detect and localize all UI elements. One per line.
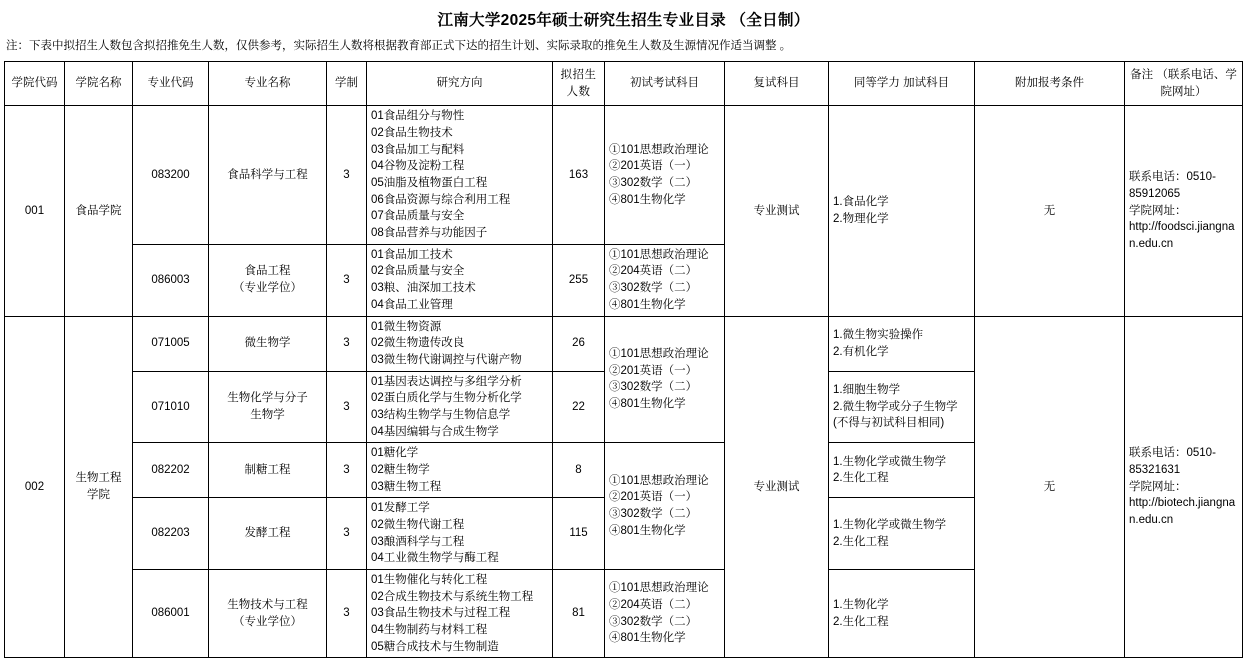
research-line: 04谷物及淀粉工程 (371, 160, 465, 173)
research-line: 01食品组分与物性 (371, 110, 465, 123)
cell-research-direction (367, 371, 553, 443)
cell-major-code: 082203 (133, 498, 209, 570)
research-lines (371, 319, 548, 369)
research-line: 02微生物代谢工程 (371, 518, 465, 531)
exam-line: ①101思想政治理论 (609, 143, 709, 156)
exam-line: ②201英语（一） (609, 160, 698, 173)
exam-line: ③302数学（二） (609, 177, 698, 190)
cell-college-code: 002 (5, 316, 65, 658)
research-line: 03酿酒科学与工程 (371, 535, 465, 548)
header-college-name: 学院名称 (65, 62, 133, 106)
cell-extra-conditions: 无 (975, 106, 1125, 316)
cell-plan-count: 115 (553, 498, 605, 570)
college-name-line: 生物工程 (75, 472, 122, 485)
cell-major-code: 082202 (133, 443, 209, 498)
equal-subject-line: 2.生化工程 (833, 615, 889, 628)
header-college-code: 学院代码 (5, 62, 65, 106)
exam-line: ④801生物化学 (609, 193, 686, 206)
cell-first-exam (605, 244, 725, 316)
cell-major-code: 083200 (133, 106, 209, 244)
major-name-line: 制糖工程 (244, 463, 291, 476)
equal-subject-line: 2.生化工程 (833, 535, 889, 548)
exam-line: ①101思想政治理论 (609, 348, 709, 360)
research-line: 06食品资源与综合利用工程 (371, 193, 511, 206)
page-title: 江南大学2025年硕士研究生招生专业目录 （全日制） (437, 12, 810, 29)
cell-major-name (209, 371, 327, 443)
research-line: 01糖化学 (371, 447, 419, 460)
research-line: 04食品工业管理 (371, 298, 453, 311)
exam-lines (609, 473, 720, 540)
header-equal-extra (829, 62, 975, 106)
major-name-line: 食品工程 (244, 265, 291, 278)
equal-subject-line: 1.生物化学或微生物学 (833, 518, 947, 531)
equal-subject-lines (833, 327, 970, 360)
exam-line: ④801生物化学 (609, 524, 686, 537)
research-lines (371, 247, 548, 314)
equal-subject-line: 2.生化工程 (833, 472, 889, 485)
research-line: 07食品质量与安全 (371, 210, 465, 223)
header-retest: 复试科目 (725, 62, 829, 106)
cell-extra-conditions: 无 (975, 316, 1125, 658)
research-line: 02微生物遗传改良 (371, 337, 465, 350)
exam-line: ④801生物化学 (609, 298, 686, 311)
research-line: 03食品生物技术与过程工程 (371, 607, 511, 620)
cell-remark (1125, 316, 1243, 658)
equal-subject-line: 1.生物化学或微生物学 (833, 455, 947, 468)
equal-subject-lines (833, 454, 970, 487)
exam-line: ①101思想政治理论 (609, 474, 709, 487)
major-name-lines (213, 462, 322, 479)
exam-line: ②204英语（二） (609, 598, 698, 611)
cell-research-direction (367, 106, 553, 244)
cell-equal-subjects (829, 106, 975, 316)
cell-research-direction (367, 443, 553, 498)
exam-line: ④801生物化学 (609, 398, 686, 411)
cell-plan-count: 255 (553, 244, 605, 316)
header-plan-count-line1: 拟招生 (560, 69, 597, 82)
equal-subject-line: 2.微生物学或分子生物学(不得与初试科目相同) (833, 400, 958, 430)
exam-line: ③302数学（二） (609, 615, 698, 628)
header-research-direction: 研究方向 (367, 62, 553, 106)
cell-plan-count: 22 (553, 371, 605, 443)
remark-url[interactable]: http://biotech.jiangnan.edu.cn (1129, 497, 1236, 526)
equal-subject-line: 1.食品化学 (833, 196, 889, 209)
major-name-line: 生物技术与工程 (227, 598, 308, 611)
header-first-exam: 初试考试科目 (605, 62, 725, 106)
exam-line: ①101思想政治理论 (609, 582, 709, 595)
research-line: 02糖生物学 (371, 463, 430, 476)
table-header-row (5, 62, 1243, 106)
page-note: 注：下表中拟招生人数包含拟招推免生人数，仅供参考，实际招生人数将根据教育部正式下达的招生计划、实际录取的推免生人数及生源情况作适当调整 。 (6, 40, 792, 52)
cell-plan-count: 163 (553, 106, 605, 244)
exam-line: ③302数学（二） (609, 381, 698, 394)
cell-retest: 专业测试 (725, 106, 829, 316)
header-remark (1125, 62, 1243, 106)
exam-lines (609, 247, 720, 314)
table-row (5, 106, 1243, 244)
major-name-line: 发酵工程 (244, 527, 291, 540)
research-line: 01食品加工技术 (371, 248, 453, 261)
cell-college-name: 食品学院 (65, 106, 133, 316)
equal-subject-line: 1.微生物实验操作 (833, 328, 924, 341)
cell-major-name (209, 498, 327, 570)
table-row (5, 316, 1243, 371)
remark-site-label: 学院网址： (1129, 204, 1187, 217)
major-name-lines (213, 525, 322, 542)
research-line: 05糖合成技术与生物制造 (371, 640, 499, 653)
remark-site-label: 学院网址： (1129, 480, 1187, 493)
remark-lines (1129, 169, 1238, 252)
research-line: 01微生物资源 (371, 320, 442, 333)
research-line: 02食品生物技术 (371, 127, 453, 140)
exam-line: ④801生物化学 (609, 632, 686, 645)
cell-major-code: 071010 (133, 371, 209, 443)
equal-subject-line: 2.物理化学 (833, 212, 889, 225)
cell-plan-count: 8 (553, 443, 605, 498)
research-line: 04生物制药与材料工程 (371, 623, 488, 636)
research-lines (371, 500, 548, 567)
cell-study-years: 3 (327, 244, 367, 316)
equal-subject-lines (833, 517, 970, 550)
cell-major-code: 086001 (133, 569, 209, 657)
college-name-line: 学院 (87, 488, 110, 501)
cell-retest: 专业测试 (725, 316, 829, 658)
research-line: 01基因表达调控与多组学分析 (371, 375, 522, 388)
admissions-catalog-table (4, 61, 1243, 658)
equal-subject-line: 2.有机化学 (833, 345, 889, 358)
major-name-line: （专业学位） (233, 282, 302, 295)
cell-equal-subjects (829, 443, 975, 498)
research-line: 02蛋白质化学与生物分析化学 (371, 392, 522, 405)
cell-study-years: 3 (327, 371, 367, 443)
research-line: 08食品营养与功能因子 (371, 227, 488, 240)
header-plan-count (553, 62, 605, 106)
research-line: 03微生物代谢调控与代谢产物 (371, 353, 522, 366)
cell-research-direction (367, 316, 553, 371)
remark-phone: 联系电话：0510-85912065 (1129, 171, 1216, 200)
equal-subject-line: 1.生物化学 (833, 598, 889, 611)
research-line: 03食品加工与配料 (371, 143, 465, 156)
cell-study-years: 3 (327, 443, 367, 498)
research-lines (371, 374, 548, 441)
header-equal-extra-line2: 加试科目 (903, 77, 950, 90)
remark-url[interactable]: http://foodsci.jiangnan.edu.cn (1129, 221, 1235, 250)
research-lines (371, 108, 548, 241)
header-major-code: 专业代码 (133, 62, 209, 106)
exam-line: ②201英语（一） (609, 364, 698, 377)
header-equal-extra-line1: 同等学力 (853, 77, 900, 90)
cell-major-name (209, 316, 327, 371)
cell-major-code: 086003 (133, 244, 209, 316)
cell-major-name (209, 244, 327, 316)
cell-plan-count: 26 (553, 316, 605, 371)
research-line: 04工业微生物学与酶工程 (371, 552, 499, 565)
exam-lines (609, 142, 720, 209)
header-remark-line2: （联系电话、学院网址） (1156, 69, 1237, 98)
exam-line: ②201英语（一） (609, 491, 698, 504)
header-plan-count-line2: 人数 (566, 85, 591, 98)
remark-phone: 联系电话：0510-85321631 (1129, 447, 1216, 476)
major-name-lines (213, 390, 322, 423)
cell-college-name (65, 316, 133, 658)
major-name-line: 生物学 (250, 408, 285, 421)
major-name-line: 食品科学与工程 (227, 168, 308, 181)
cell-study-years: 3 (327, 106, 367, 244)
cell-remark (1125, 106, 1243, 316)
exam-line: ③302数学（二） (609, 282, 698, 295)
major-name-lines (213, 167, 322, 184)
research-line: 03结构生物学与生物信息学 (371, 408, 511, 421)
cell-major-name (209, 443, 327, 498)
major-name-lines (213, 263, 322, 296)
cell-major-code: 071005 (133, 316, 209, 371)
cell-first-exam (605, 316, 725, 443)
research-line: 01生物催化与转化工程 (371, 573, 488, 586)
exam-line: ②204英语（二） (609, 265, 698, 278)
table-body (5, 106, 1243, 658)
cell-first-exam (605, 106, 725, 244)
major-name-lines (213, 335, 322, 352)
cell-first-exam (605, 443, 725, 570)
equal-subject-lines (833, 194, 970, 227)
major-name-line: （专业学位） (233, 615, 302, 628)
cell-major-name (209, 106, 327, 244)
header-major-name: 专业名称 (209, 62, 327, 106)
header-remark-line1: 备注 (1130, 69, 1154, 82)
cell-research-direction (367, 244, 553, 316)
research-line: 03粮、油深加工技术 (371, 282, 476, 295)
cell-equal-subjects (829, 316, 975, 371)
major-name-line: 微生物学 (244, 337, 291, 350)
cell-study-years: 3 (327, 316, 367, 371)
cell-college-code: 001 (5, 106, 65, 316)
exam-line: ③302数学（二） (609, 508, 698, 521)
research-line: 03糖生物工程 (371, 480, 442, 493)
exam-lines (609, 346, 720, 413)
cell-equal-subjects (829, 498, 975, 570)
cell-plan-count: 81 (553, 569, 605, 657)
cell-study-years: 3 (327, 498, 367, 570)
remark-lines (1129, 445, 1238, 528)
research-line: 02食品质量与安全 (371, 265, 465, 278)
cell-study-years: 3 (327, 569, 367, 657)
equal-subject-lines (833, 382, 970, 432)
research-line: 04基因编辑与合成生物学 (371, 425, 499, 438)
research-line: 01发酵工学 (371, 502, 430, 515)
header-extra-conditions: 附加报考条件 (975, 62, 1125, 106)
cell-research-direction (367, 498, 553, 570)
exam-line: ①101思想政治理论 (609, 248, 709, 261)
header-study-years: 学制 (327, 62, 367, 106)
research-line: 02合成生物技术与系统生物工程 (371, 590, 534, 603)
cell-equal-subjects (829, 371, 975, 443)
research-line: 05油脂及植物蛋白工程 (371, 177, 488, 190)
equal-subject-line: 1.细胞生物学 (833, 383, 901, 396)
major-name-line: 生物化学与分子 (227, 392, 308, 405)
college-name-lines (69, 470, 128, 503)
research-lines (371, 445, 548, 495)
